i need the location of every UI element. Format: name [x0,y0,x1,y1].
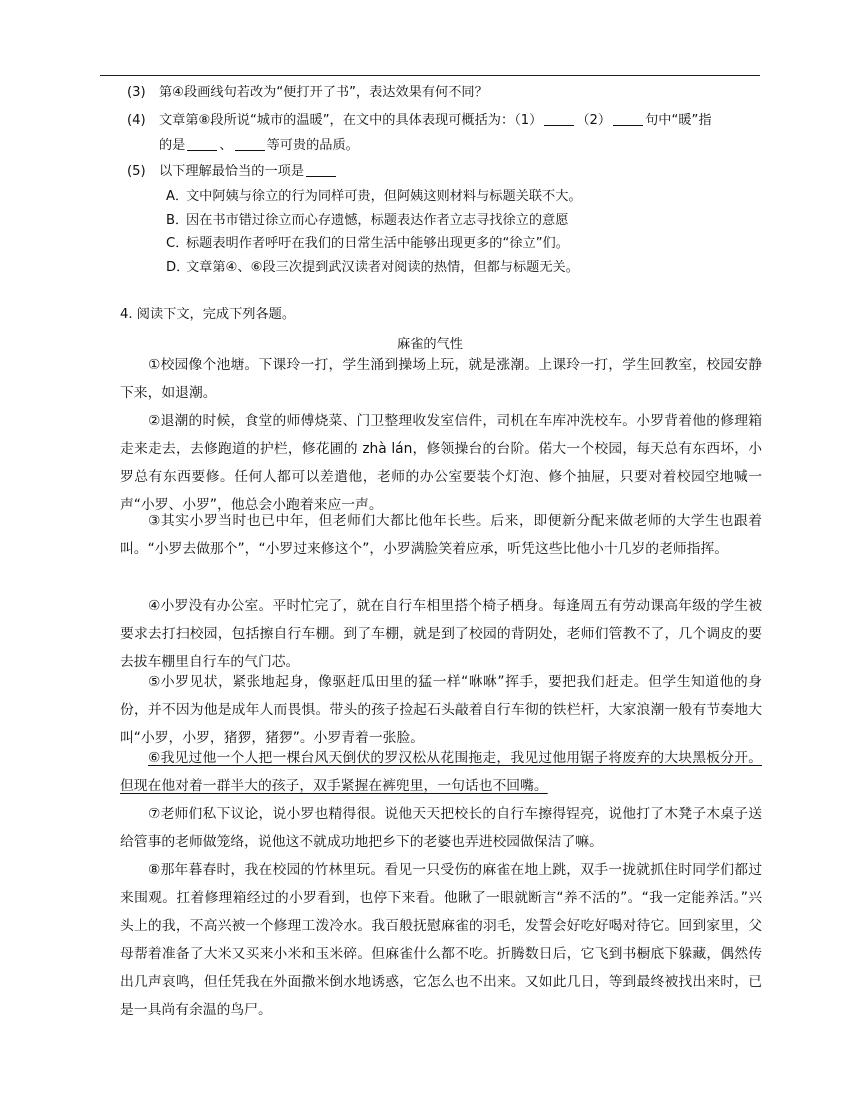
text-segment: 等可贵的品质。 [266,138,359,153]
text-segment: 文章第⑧段所说“城市的温暖”，在文中的具体表现可概括为：（1） [159,113,543,128]
option-letter: B． [166,213,189,228]
text-segment: 的是 [159,138,186,153]
article-title: 麻雀的气性 [397,337,463,352]
text-segment: 以下理解最恰当的一项是 [159,164,305,179]
option-a[interactable] [166,187,582,207]
paragraph-1: ①校园像个池塘。下课玲一打，学生涌到操场上玩，就是涨潮。上课玲一打，学生回教室，校园安静下来，如退潮。 [120,357,762,401]
question-text-line2 [159,136,359,156]
option-letter: A． [166,189,189,204]
answer-blank[interactable] [544,111,574,126]
option-text: 标题表明作者呼吁在我们的日常生活中能够出现更多的“徐立”们。 [186,236,569,251]
answer-blank[interactable] [306,162,336,177]
paragraph-3: ③其实小罗当时也已中年，但老师们大都比他年长些。后来，即便新分配来做老师的大学生也跟着叫。“小罗去做那个”，“小罗过来修这个”，小罗满脸笑着应承，听凭这些比他小十几岁的老师指挥。 [120,513,762,557]
question-number: (3) [127,85,146,100]
question-text [159,162,338,182]
option-b[interactable] [166,211,568,231]
paragraph-2: ②退潮的时候，食堂的师傅烧菜、门卫整理收发室信件，司机在车库冲洗校车。小罗背着他的修理箱走来走去，去修跑道的护栏，修花圃的 zhà lán，修领操台的台阶。偌大一个校园，每天总有东西坏，小罗总有东西要修。任何人都可以差遣他，老师的办公室要装个灯泡、修个抽屉，只要对着校园空地喊一声“小罗、小罗”，他总会小跑着来应一声。 [120,413,762,513]
option-letter: D． [166,260,190,275]
paragraph-5: ⑤小罗见状，紧张地起身，像驱赶瓜田里的猛一样“咻咻”挥手，要把我们赶走。但学生知道他的身份，并不因为他是成年人而畏惧。带头的孩子捡起石头敲着自行车彻的铁栏杆，大家浪潮一般有节奏地大叫“小罗，小罗，猪猡，猪猡”。小罗青着一张脸。 [120,674,762,746]
option-text: 文章第④、⑥段三次提到武汉读者对阅读的热情，但都与标题无关。 [186,260,579,275]
paragraph-8: ⑧那年暮春时，我在校园的竹林里玩。看见一只受伤的麻雀在地上跳，双手一拢就抓住时同学们都过来围观。扛着修理箱经过的小罗看到，也停下来看。他瞅了一眼就断言“养不活的”。“我一定能养活。”兴头上的我，不高兴被一个修理工泼冷水。我百般抚慰麻雀的羽毛，发誓会好吃好喝对待它。回到家里，父母帮着准备了大米又买来小米和玉米碎。但麻雀什么都不吃。折腾数日后，它飞到书橱底下躲藏，偶然传出几声哀鸣，但任凭我在外面撒米倒水地诱惑，它怎么也不出来。又如此几日，等到最终被找出来时，已是一具尚有余温的鸟尸。 [120,862,762,1018]
paragraph-7: ⑦老师们私下议论，说小罗也精得很。说他天天把校长的自行车擦得锃亮，说他打了木凳子木桌子送给管事的老师做笼络，说他这不就成功地把乡下的老婆也弄进校园做保洁了嘛。 [120,806,762,850]
option-c[interactable] [166,234,569,254]
question-number: (5) [127,164,146,179]
header-rule [100,75,760,76]
paragraph-4: ④小罗没有办公室。平时忙完了，就在自行车相里搭个椅子栖身。每逢周五有劳动课高年级的学生被要求去打扫校园，包括擦自行车棚。到了车棚，就是到了校园的背阴处，老师们管教不了，几个调皮的要去拔车棚里自行车的气门芯。 [120,598,762,670]
text-segment: 、 [219,138,233,153]
question-text-line1 [159,111,712,131]
option-text: 文中阿姨与徐立的行为同样可贵，但阿姨这则材料与标题关联不大。 [186,189,582,204]
option-d[interactable] [166,258,579,278]
question-number: (4) [127,113,146,128]
paragraph-6-underlined: ⑥我见过他一个人把一棵台风天倒伏的罗汉松从花围拖走，我见过他用锯子将废弃的大块黑板分开。但现在他对着一群半大的孩子，双手紧握在裤兜里，一句话也不回嘴。 [120,750,762,794]
text-segment: （2） [576,113,612,128]
option-text: 因在书市错过徐立而心存遗憾，标题表达作者立志寻找徐立的意愿 [186,213,569,228]
text-segment: 句中“暖”指 [645,113,712,128]
answer-blank[interactable] [613,111,643,126]
answer-blank[interactable] [187,136,217,151]
question-text: 第④段画线句若改为“便打开了书”，表达效果有何不同？ [159,85,488,100]
section-heading: 4. 阅读下文，完成下列各题。 [120,307,296,322]
answer-blank[interactable] [235,136,265,151]
option-letter: C． [166,236,189,251]
